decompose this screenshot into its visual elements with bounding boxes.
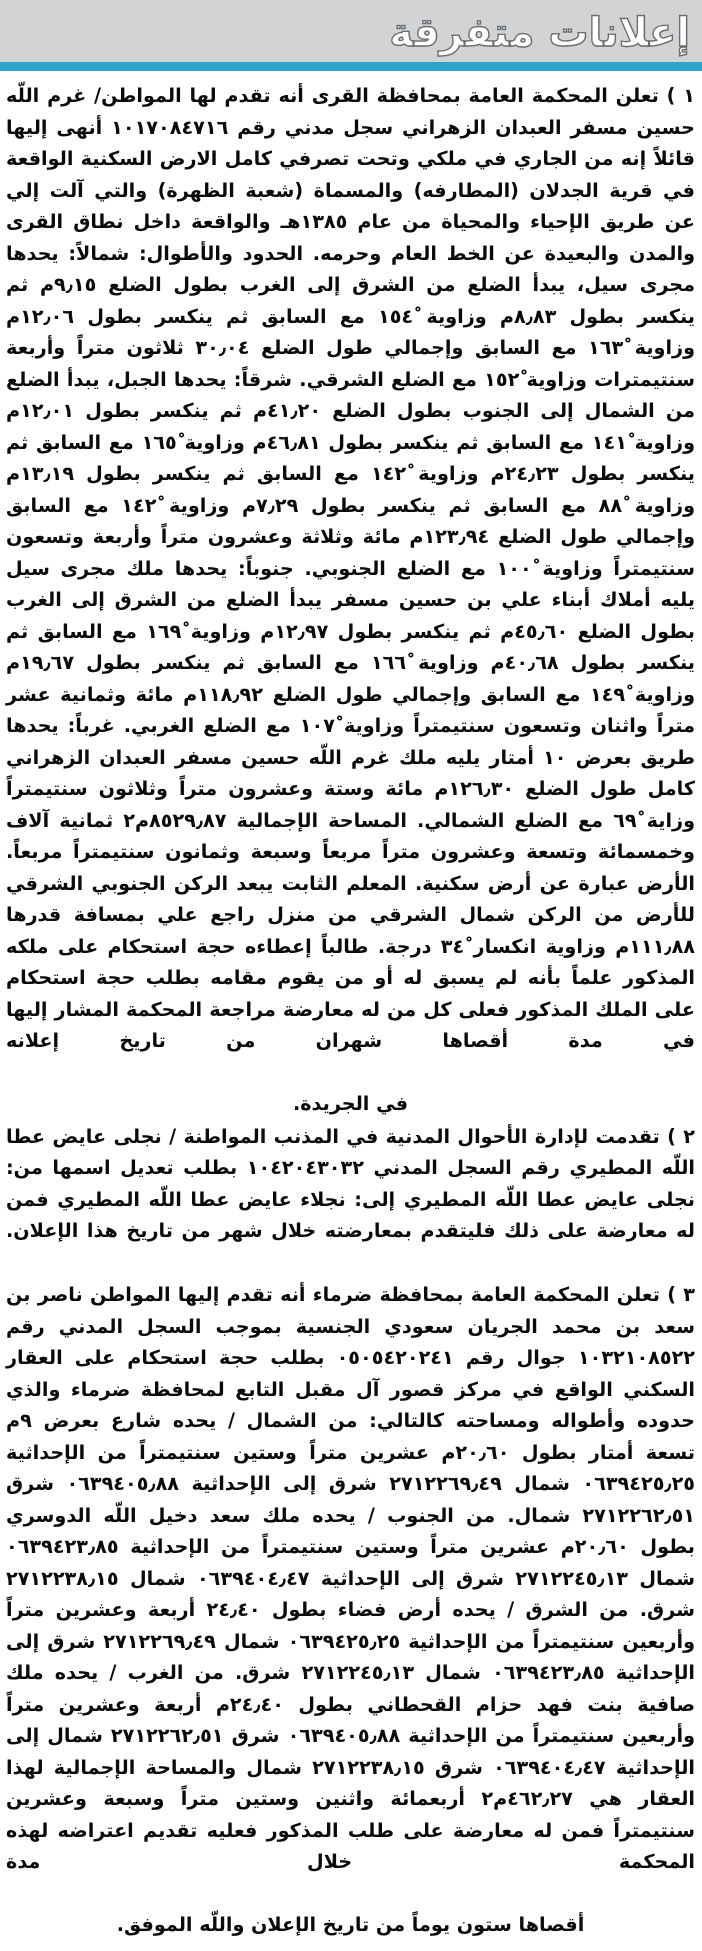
ad-item bbox=[6, 80, 695, 1120]
ads-column bbox=[0, 71, 702, 1951]
page-title: إعلانات متفرقة bbox=[389, 10, 690, 56]
ad-item bbox=[6, 1121, 695, 1279]
masthead-accent-rule bbox=[0, 62, 702, 71]
masthead-banner bbox=[0, 0, 702, 62]
ad-body-text: ٢ ) تقدمت لإدارة الأحوال المدنية في المذنب المواطنة / نجلى عايض عطا اللّه المطيري رقم السجل المدني ١٠٤٢٠٤٣٠٣٢ بطلب تعديل اسمها من: نجلى عايض عطا اللّه المطيري إلى: نجلاء عايض عطا اللّه المطيري فمن له معارضة على ذلك فليتقدم بمعارضته خلال شهر من تاريخ هذا الإعلان. bbox=[6, 1124, 695, 1242]
ad-tail-text: أقصاها ستون يوماً من تاريخ الإعلان واللّه الموفق. bbox=[116, 1913, 585, 1936]
ad-item bbox=[6, 1279, 695, 1941]
ad-tail-text: في الجريدة. bbox=[292, 1092, 409, 1115]
ad-body-text: ١ ) تعلن المحكمة العامة بمحافظة القرى أنه تقدم لها المواطن/ غرم اللّه حسين مسفر العبدان الزهراني سجل مدني رقم ١٠١٧٠٨٤٧١٦ أنهى إليها قائلاً إنه من الجاري في ملكي وتحت تصرفي كامل الارض السكنية الواقعة في قرية الجدلان (المطارفه) والمسماة (شعبة الظهرة) والتي آلت إلي عن طريق الإحياء والمحياة من عام ١٣٨٥هـ والواقعة داخل نطاق القرى والمدن والبعيدة عن الخط العام وحرمه. الحدود والأطوال: شمالاً: يحدها مجرى سيل، يبدأ الضلع من الشرق إلى الغرب بطول الضلع ٩٫١٥م ثم ينكسر بطول ٨٫٨٣م وزاوية ١٥٤ْ مع السابق ثم ينكسر بطول ١٢٫٠٦م وزاوية ١٦٣ْ مع السابق وإجمالي طول الضلع ٣٠٫٠٤ ثلاثون متراً وأربعة سنتيمترات وزاوية ١٥٢ْ مع الضلع الشرقي. شرقاً: يحدها الجبل، يبدأ الضلع من الشمال إلى الجنوب بطول الضلع ٤١٫٢٠م ثم ينكسر بطول ١٢٫٠١م وزاوية ١٤١ْ مع السابق ثم ينكسر بطول ٤٦٫٨١م وزاوية ١٦٥ْ مع السابق ثم ينكسر بطول ٢٤٫٢٣م وزاوية ١٤٢ْ مع السابق ثم ينكسر بطول ١٣٫١٩م وزاوية ٨٨ْ مع السابق ثم ينكسر بطول ٧٫٢٩م وزاوية ١٤٢ْ مع السابق وإجمالي طول الضلع ١٢٣٫٩٤م مائة وثلاثة وعشرون متراً وأربعة وتسعون سنتيمتراً وزاوية ١٠٠ْ مع الضلع الجنوبي. جنوباً: يحدها ملك مجرى سيل يليه أملاك أبناء علي بن حسين مسفر يبدأ الضلع من الشرق إلى الغرب بطول الضلع ٤٥٫٦٠م ثم ينكسر بطول ١٢٫٩٧م وزاوية ١٦٩ْ مع السابق ثم ينكسر بطول ٤٠٫٦٨م وزاوية ١٦٦ْ مع السابق ثم ينكسر بطول ١٩٫٦٧م وزاوية ١٤٩ْ مع السابق وإجمالي طول الضلع ١١٨٫٩٢م مائة وثمانية عشر متراً واثنان وتسعون سنتيمتراً وزاوية ١٠٧ْ مع الضلع الغربي. غرباً: يحدها طريق بعرض ١٠ أمتار يليه ملك غرم اللّه حسين مسفر العبدان الزهراني كامل طول الضلع ١٢٦٫٣٠م مائة وستة وعشرون متراً وثلاثون سنتيمتراً وزاية ٦٩ْ مع الضلع الشمالي. المساحة الإجمالية ٨٥٢٩٫٨٧م٢ ثمانية آلاف وخمسمائة وتسعة وعشرون متراً مربعاً وسبعة وثمانون سنتيمتراً مربعاً. الأرض عبارة عن أرض سكنية. المعلم الثابت يبعد الركن الجنوبي الشرقي للأرض من الركن شمال الشرقي من منزل راجع علي بمسافة قدرها ١١١٫٨٨م وزاوية انكسار ٣٤ْ درجة. طالباً إعطاءه حجة استحكام على ملكه المذكور علماً بأنه لم يسبق له أو من يقوم مقامه بطلب حجة استحكام على الملك المذكور فعلى كل من له معارضة مراجعة المحكمة المشار إليها في مدة أقصاها شهران من تاريخ إعلانه bbox=[6, 84, 696, 1052]
ad-body-text: ٣ ) تعلن المحكمة العامة بمحافظة ضرماء أنه تقدم إليها المواطن ناصر بن سعد بن محمد الجريان سعودي الجنسية بموجب السجل المدني رقم ١٠٣٢١٠٨٥٢٢ جوال رقم ٠٥٠٥٤٢٠٢٤١ بطلب حجة استحكام على العقار السكني الواقع في مركز قصور آل مقبل التابع لمحافظة ضرماء والذي حدوده وأطواله ومساحته كالتالي: من الشمال / يحده شارع بعرض ٩م تسعة أمتار بطول ٢٠٫٦٠م عشرين متراً وستين سنتيمتراً من الإحداثية ٠٦٣٩٤٢٥٫٢٥ شمال ٢٧١٢٢٦٩٫٤٩ شرق إلى الإحداثية ٠٦٣٩٤٠٥٫٨٨ شرق ٢٧١٢٢٦٢٫٥١ شمال. من الجنوب / يحده ملك سعد دخيل اللّه الدوسري بطول ٢٠٫٦٠م عشرين متراً وستين سنتيمتراً من الإحداثية ٠٦٣٩٤٢٣٫٨٥ شمال ٢٧١٢٢٤٥٫١٣ شرق إلى الإحداثية ٠٦٣٩٤٠٤٫٤٧ شمال ٢٧١٢٢٣٨٫١٥ شرق. من الشرق / يحده أرض فضاء بطول ٢٤٫٤٠ أربعة وعشرين متراً وأربعين سنتيمتراً من الإحداثية ٠٦٣٩٤٢٥٫٢٥ شمال ٢٧١٢٢٦٩٫٤٩ شرق إلى الإحداثية ٠٦٣٩٤٢٣٫٨٥ شمال ٢٧١٢٢٤٥٫١٣ شرق. من الغرب / يحده ملك صافية بنت فهد حزام القحطاني بطول ٢٤٫٤٠م أربعة وعشرين متراً وأربعين سنتيمتراً من الإحداثية ٠٦٣٩٤٠٥٫٨٨ شرق ٢٧١٢٢٦٢٫٥١ شمال إلى الإحداثية ٠٦٣٩٤٠٤٫٤٧ شرق ٢٧١٢٢٣٨٫١٥ شمال والمساحة الإجمالية لهذا العقار هي ٤٦٢٫٢٧م٢ أربعمائة واثنين وستين متراً وسبعة وعشرين سنتيمتراً فمن له معارضة على طلب المذكور فعليه تقديم اعتراضه لهذه المحكمة خلال مدة bbox=[6, 1283, 696, 1873]
